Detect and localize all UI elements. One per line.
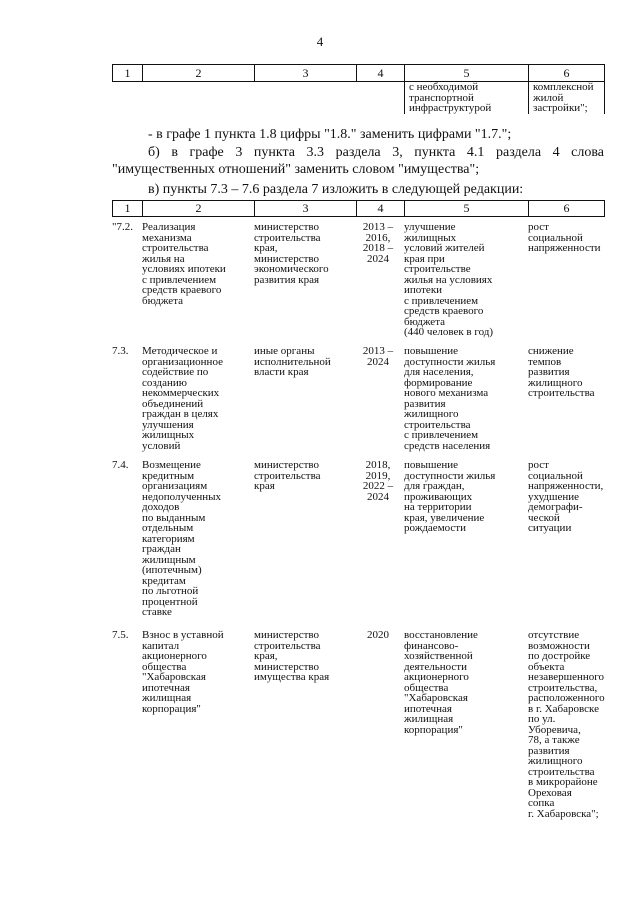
row-result: повышение доступности жилья для граждан, проживающих на территории края, увеличение рождаемости: [404, 459, 496, 534]
main-table-header-cell: 6: [529, 201, 605, 217]
top-table: [112, 64, 605, 114]
main-table-header-row: [113, 201, 605, 217]
table-row: [110, 629, 605, 820]
main-table-header-cell: 3: [255, 201, 357, 217]
top-table-continuation-row: [113, 82, 605, 114]
paragraph-2-line-2: "имущественных отношений" заменить словом "имущества";: [112, 162, 480, 177]
row-result: восстановление финансово- хозяйственной деятельности акционерного общества "Хабаровская ипотечная жилищная корпорация": [404, 629, 478, 736]
paragraph-1: - в графе 1 пункта 1.8 цифры "1.8." заменить цифрами "1.7.";: [148, 127, 512, 142]
empty-cell: [255, 82, 357, 114]
empty-cell: [113, 82, 143, 114]
paragraph-3: в) пункты 7.3 – 7.6 раздела 7 изложить в следующей редакции:: [148, 182, 524, 197]
empty-cell: [357, 82, 405, 114]
row-name: Реализация механизма строительства жилья на условиях ипотеки с привлечением средств краевого бюджета: [142, 221, 226, 307]
row-executor: министерство строительства края: [254, 459, 321, 492]
main-table: [112, 200, 605, 217]
row-risk: отсутствие возможности по достройке объекта незавершенного строительства, расположенного в г. Хабаровске по ул. Уборевича, 78, а также развития жилищного строительства в микрорайоне Ореховая сопка г. Хабаровска";: [528, 629, 605, 820]
continuation-col5: с необходимой транспортной инфраструктурой: [405, 82, 529, 114]
row-name: Взнос в уставной капитал акционерного общества "Хабаровская ипотечная жилищная корпорация": [142, 629, 224, 715]
row-years: 2018, 2019, 2022 – 2024: [362, 459, 394, 503]
row-risk: рост социальной напряженности: [528, 221, 601, 254]
row-risk: снижение темпов развития жилищного строительства: [528, 345, 595, 399]
row-executor: министерство строительства края, министерство экономического развития края: [254, 221, 329, 286]
row-number: 7.5.: [112, 629, 129, 641]
row-years: 2013 – 2016, 2018 – 2024: [362, 221, 394, 265]
row-number: 7.4.: [112, 459, 129, 471]
main-table-header-cell: 4: [357, 201, 405, 217]
empty-cell: [143, 82, 255, 114]
row-result: повышение доступности жилья для населения, формирование нового механизма развития жилищного строительства с привлечением средств населения: [404, 345, 496, 452]
main-table-header-cell: 5: [405, 201, 529, 217]
row-executor: иные органы исполнительной власти края: [254, 345, 331, 378]
main-table-header-cell: 1: [113, 201, 143, 217]
row-years: 2020: [367, 629, 389, 641]
top-table-header-cell: 1: [113, 65, 143, 82]
table-row: [110, 222, 602, 338]
top-table-header-cell: 4: [357, 65, 405, 82]
row-years: 2013 – 2024: [362, 345, 394, 368]
table-row: [110, 460, 602, 618]
top-table-header-cell: 2: [143, 65, 255, 82]
row-name: Методическое и организационное содействие по созданию некоммерческих объединений граждан в целях улучшения жилищных условий: [142, 345, 223, 452]
page-number: 4: [316, 34, 324, 49]
top-table-header-cell: 3: [255, 65, 357, 82]
row-number: 7.3.: [112, 345, 129, 357]
table-row: [110, 346, 602, 451]
row-risk: рост социальной напряженности, ухудшение демографи- ческой ситуации: [528, 459, 604, 534]
top-table-header-cell: 5: [405, 65, 529, 82]
row-name: Возмещение кредитным организациям недополученных доходов по выданным отдельным категориям граждан жилищным (ипотечным) кредитам по льготной процентной ставке: [142, 459, 222, 618]
top-table-header-cell: 6: [529, 65, 605, 82]
main-table-header-cell: 2: [143, 201, 255, 217]
paragraph-2-line-1: б) в графе 3 пункта 3.3 раздела 3, пункта 4.1 раздела 4 слова: [148, 145, 604, 160]
row-result: улучшение жилищных условий жителей края при строительстве жилья на условиях ипотеки с привлечением средств краевого бюджета (440 человек в год): [404, 221, 494, 338]
continuation-col6: комплексной жилой застройки";: [529, 82, 605, 114]
row-executor: министерство строительства края, министерство имущества края: [254, 629, 330, 683]
top-table-header-row: [113, 65, 605, 82]
row-number: "7.2.: [112, 221, 133, 233]
